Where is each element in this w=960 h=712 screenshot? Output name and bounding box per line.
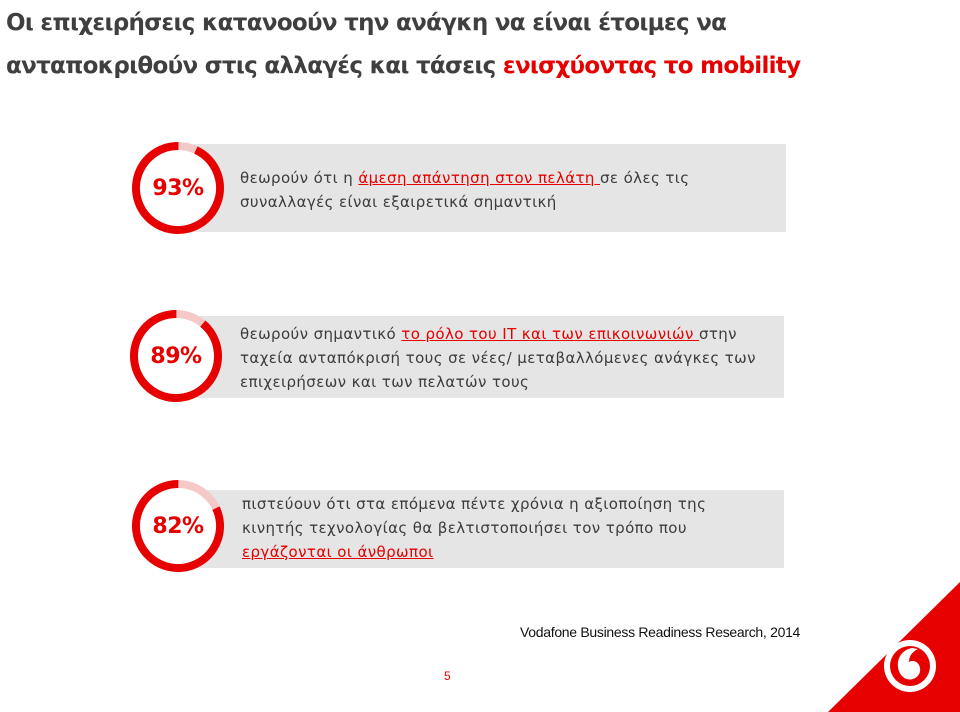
stat-percent: 89% — [150, 343, 202, 369]
stat-card-3 — [0, 478, 800, 574]
stat-description — [242, 492, 762, 564]
vodafone-speechmark-icon — [884, 640, 936, 692]
corner-triangle — [828, 582, 960, 712]
page-number: 5 — [444, 669, 451, 683]
stat-description — [240, 166, 740, 214]
stat-text-after: στην ταχεία ανταπόκρισή τους σε νέες/ μεταβαλλόμενες ανάγκες των επιχειρήσεων και των πελατών τους — [240, 325, 756, 391]
page-title — [6, 2, 946, 88]
title-highlight: ενισχύοντας το mobility — [502, 53, 801, 79]
stat-card-1 — [0, 140, 800, 236]
stat-text-highlight: εργάζονται οι άνθρωποι — [242, 543, 434, 561]
title-line-2-text: ανταποκριθούν στις αλλαγές και τάσεις — [6, 53, 503, 79]
source-citation: Vodafone Business Readiness Research, 2014 — [520, 624, 801, 640]
stat-text-before: θεωρούν ότι η — [240, 169, 359, 187]
stat-ring — [130, 140, 226, 236]
stat-percent: 93% — [152, 175, 204, 201]
stat-description — [240, 322, 775, 394]
stat-ring — [130, 478, 226, 574]
stat-text-after: σε όλες τις συναλλαγές είναι εξαιρετικά σημαντική — [240, 169, 690, 211]
stat-text-highlight: άμεση απάντηση στον πελάτη — [358, 169, 601, 187]
stat-ring — [128, 308, 224, 404]
stat-percent: 82% — [152, 513, 204, 539]
stat-text-highlight: το ρόλο του IT και των επικοινωνιών — [401, 325, 699, 343]
title-line-2 — [6, 45, 946, 88]
stat-text-before: πιστεύουν ότι στα επόμενα πέντε χρόνια η αξιοποίηση της κινητής τεχνολογίας θα βελτιστοποιήσει τον τρόπο που — [242, 495, 707, 537]
stat-text-before: θεωρούν σημαντικό — [240, 325, 402, 343]
stat-card-2 — [0, 308, 800, 404]
title-line-1: Οι επιχειρήσεις κατανοούν την ανάγκη να είναι έτοιμες να — [6, 10, 727, 36]
